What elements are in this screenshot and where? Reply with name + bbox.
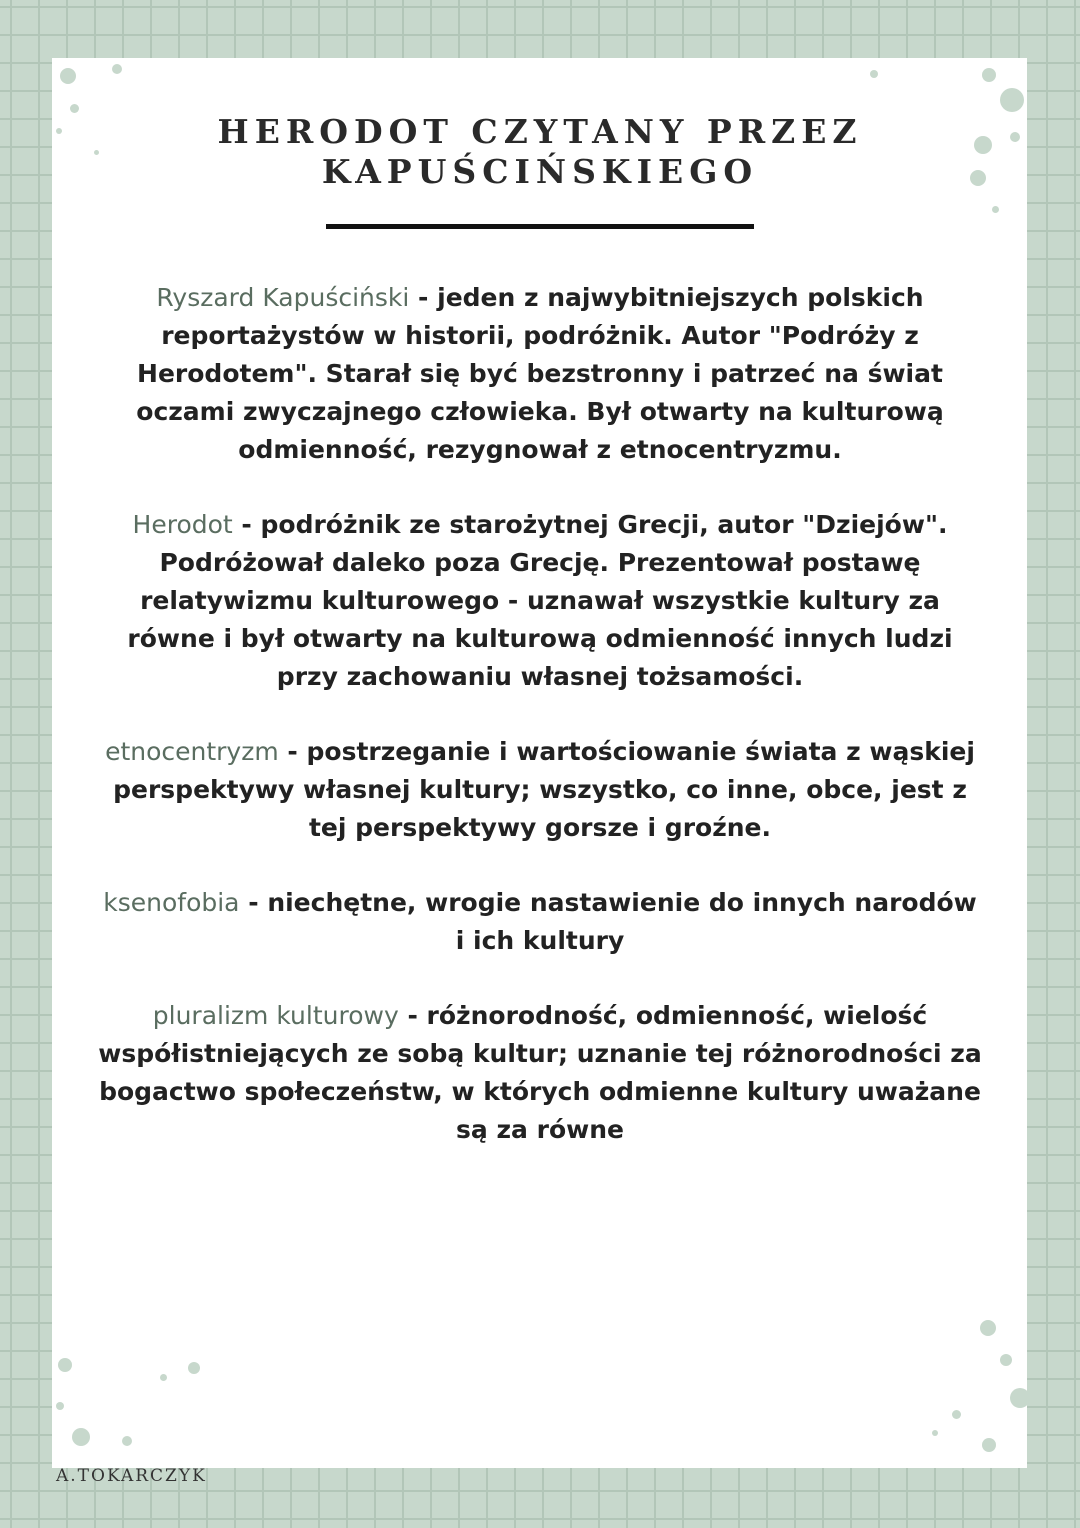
definition-text-line: są za równe — [456, 1115, 624, 1144]
definition-herodot — [80, 506, 1000, 696]
decor-splat — [870, 70, 878, 78]
decor-splat — [188, 1362, 200, 1374]
definition-text-line: perspektywy własnej kultury; wszystko, co inne, obce, jest z — [113, 775, 967, 804]
decor-splat — [1010, 1388, 1030, 1408]
decor-splat — [122, 1436, 132, 1446]
term-herodot: Herodot — [132, 510, 233, 539]
decor-splat — [112, 64, 122, 74]
definition-text-line: jeden z najwybitniejszych polskich — [437, 283, 924, 312]
term-kapuscinski: Ryszard Kapuściński — [156, 283, 410, 312]
decor-splat — [982, 1438, 996, 1452]
page-title — [0, 112, 1080, 192]
definition-pluralizm — [80, 997, 1000, 1149]
decor-splat — [72, 1428, 90, 1446]
definition-text-line: Podróżował daleko poza Grecję. Prezentował postawę — [159, 548, 921, 577]
definitions-list — [80, 279, 1000, 1186]
term-ksenofobia: ksenofobia — [103, 888, 240, 917]
term-separator: - — [278, 737, 307, 766]
title-line-2: KAPUŚCIŃSKIEGO — [321, 152, 759, 191]
decor-splat — [1000, 1354, 1012, 1366]
decor-splat — [58, 1358, 72, 1372]
term-separator: - — [398, 1001, 427, 1030]
term-separator: - — [239, 888, 268, 917]
definition-text-line: przy zachowaniu własnej tożsamości. — [276, 662, 804, 691]
decor-splat — [932, 1430, 938, 1436]
definition-text-line: tej perspektywy gorsze i groźne. — [308, 813, 772, 842]
definition-etnocentryzm — [80, 733, 1000, 847]
definition-ksenofobia — [80, 884, 1000, 960]
term-separator: - — [409, 283, 438, 312]
definition-text-line: Herodotem". Starał się być bezstronny i patrzeć na świat — [137, 359, 943, 388]
decor-splat — [1000, 88, 1024, 112]
definition-text-line: oczami zwyczajnego człowieka. Był otwarty na kulturową — [136, 397, 944, 426]
definition-text-line: odmienność, rezygnował z etnocentryzmu. — [238, 435, 842, 464]
definition-text-line: niechętne, wrogie nastawienie do innych narodów — [267, 888, 977, 917]
decor-splat — [60, 68, 76, 84]
definition-text-line: podróżnik ze starożytnej Grecji, autor "Dziejów". — [260, 510, 948, 539]
decor-splat — [980, 1320, 996, 1336]
definition-kapuscinski — [80, 279, 1000, 469]
definition-text-line: współistniejących ze sobą kultur; uznanie tej różnorodności za — [98, 1039, 982, 1068]
term-separator: - — [232, 510, 261, 539]
definition-text-line: bogactwo społeczeństw, w których odmienne kultury uważane — [99, 1077, 981, 1106]
definition-text-line: reportażystów w historii, podróżnik. Autor "Podróży z — [161, 321, 919, 350]
decor-splat — [952, 1410, 961, 1419]
decor-splat — [56, 1402, 64, 1410]
author-signature: A.TOKARCZYK — [56, 1466, 207, 1486]
decor-splat — [982, 68, 996, 82]
decor-splat — [160, 1374, 167, 1381]
definition-text-line: relatywizmu kulturowego - uznawał wszystkie kultury za — [140, 586, 940, 615]
definition-text-line: różnorodność, odmienność, wielość — [426, 1001, 928, 1030]
term-etnocentryzm: etnocentryzm — [105, 737, 279, 766]
definition-text-line: równe i był otwarty na kulturową odmienność innych ludzi — [127, 624, 953, 653]
term-pluralizm: pluralizm kulturowy — [152, 1001, 399, 1030]
decor-splat — [992, 206, 999, 213]
definition-text-line: i ich kultury — [455, 926, 625, 955]
title-underline — [326, 224, 754, 229]
title-line-1: HERODOT CZYTANY PRZEZ — [217, 112, 863, 151]
definition-text-line: postrzeganie i wartościowanie świata z wąskiej — [306, 737, 975, 766]
